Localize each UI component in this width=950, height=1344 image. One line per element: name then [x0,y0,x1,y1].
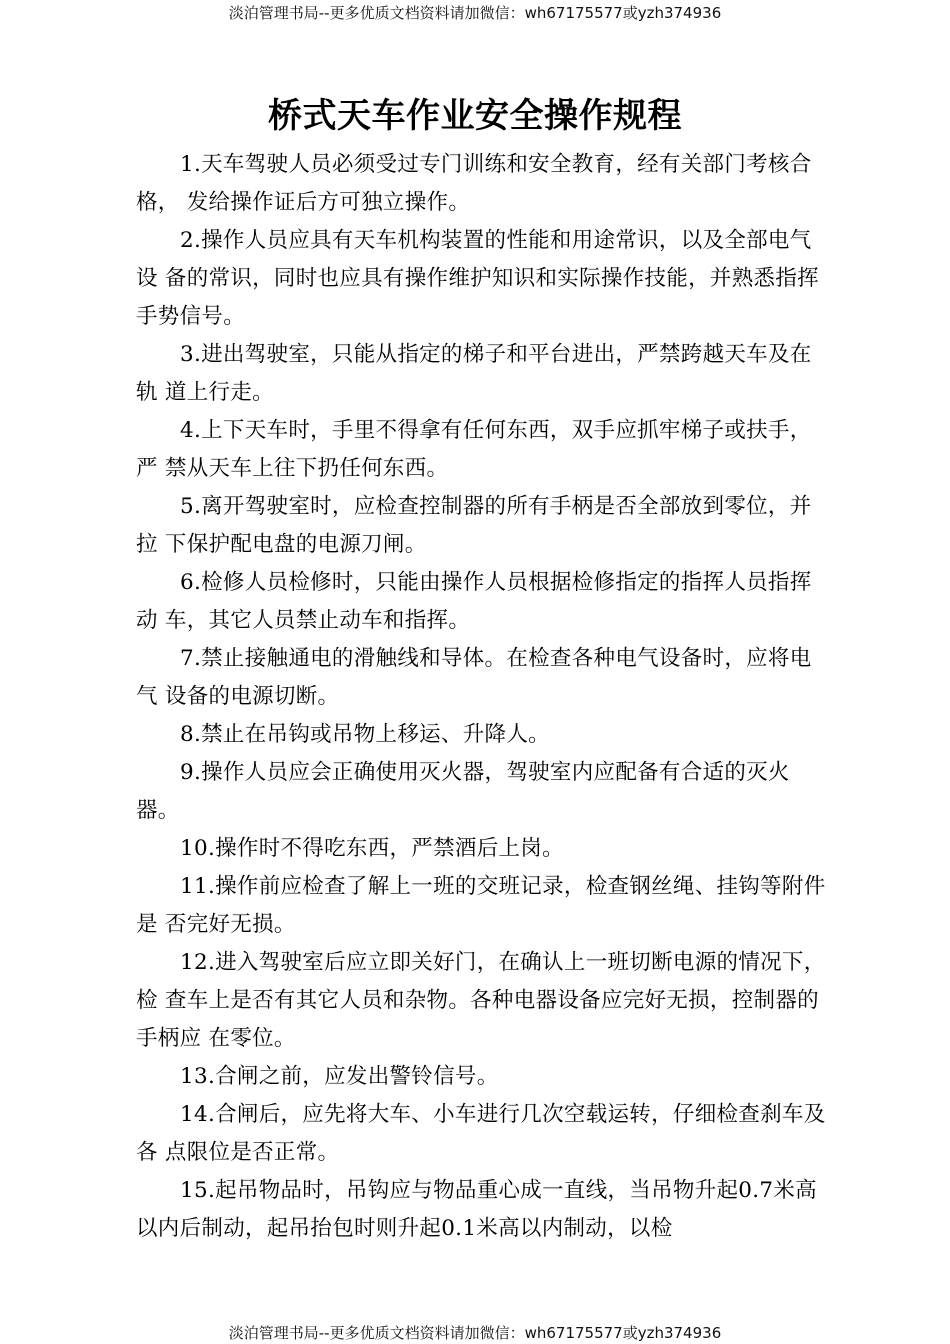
rule-item-4: 4.上下天车时，手里不得拿有任何东西，双手应抓牢梯子或扶手，严 禁从天车上往下扔任何东西。 [136,418,812,481]
rule-item-1: 1.天车驾驶人员必须受过专门训练和安全教育，经有关部门考核合格， 发给操作证后方可独立操作。 [136,152,812,215]
rule-item-7: 7.禁止接触通电的滑触线和导体。在检查各种电气设备时，应将电气 设备的电源切断。 [136,646,812,709]
rule-item-14: 14.合闸后，应先将大车、小车进行几次空载运转，仔细检查刹车及各 点限位是否正常。 [136,1102,826,1165]
rule-item-10: 10.操作时不得吃东西，严禁酒后上岗。 [180,836,564,861]
rule-item-11: 11.操作前应检查了解上一班的交班记录，检查钢丝绳、挂钩等附件是 否完好无损。 [136,874,826,937]
page-header: 淡泊管理书局--更多优质文档资料请加微信：wh67175577或yzh374936 [228,4,722,22]
rule-item-6: 6.检修人员检修时，只能由操作人员根据检修指定的指挥人员指挥动 车，其它人员禁止动车和指挥。 [136,570,812,633]
document-body [136,146,826,1248]
rule-item-2: 2.操作人员应具有天车机构装置的性能和用途常识，以及全部电气设 备的常识，同时也应具有操作维护知识和实际操作技能，并熟悉指挥手势信号。 [136,228,819,329]
rule-item-9: 9.操作人员应会正确使用灭火器，驾驶室内应配备有合适的灭火器。 [136,760,790,823]
rule-item-8: 8.禁止在吊钩或吊物上移运、升降人。 [180,722,550,747]
page-footer: 淡泊管理书局--更多优质文档资料请加微信：wh67175577或yzh374936 [228,1324,722,1342]
rule-item-3: 3.进出驾驶室，只能从指定的梯子和平台进出，严禁跨越天车及在轨 道上行走。 [136,342,812,405]
document-title: 桥式天车作业安全操作规程 [268,96,682,136]
rule-item-15: 15.起吊物品时，吊钩应与物品重心成一直线，当吊物升起0.7米高以内后制动，起吊抬包时则升起0.1米高以内制动，以检 [136,1178,817,1241]
rule-item-13: 13.合闸之前，应发出警铃信号。 [180,1064,499,1089]
rule-item-5: 5.离开驾驶室时，应检查控制器的所有手柄是否全部放到零位，并拉 下保护配电盘的电源刀闸。 [136,494,812,557]
rule-item-12: 12.进入驾驶室后应立即关好门，在确认上一班切断电源的情况下，检 查车上是否有其它人员和杂物。各种电器设备应完好无损，控制器的手柄应 在零位。 [136,950,826,1051]
